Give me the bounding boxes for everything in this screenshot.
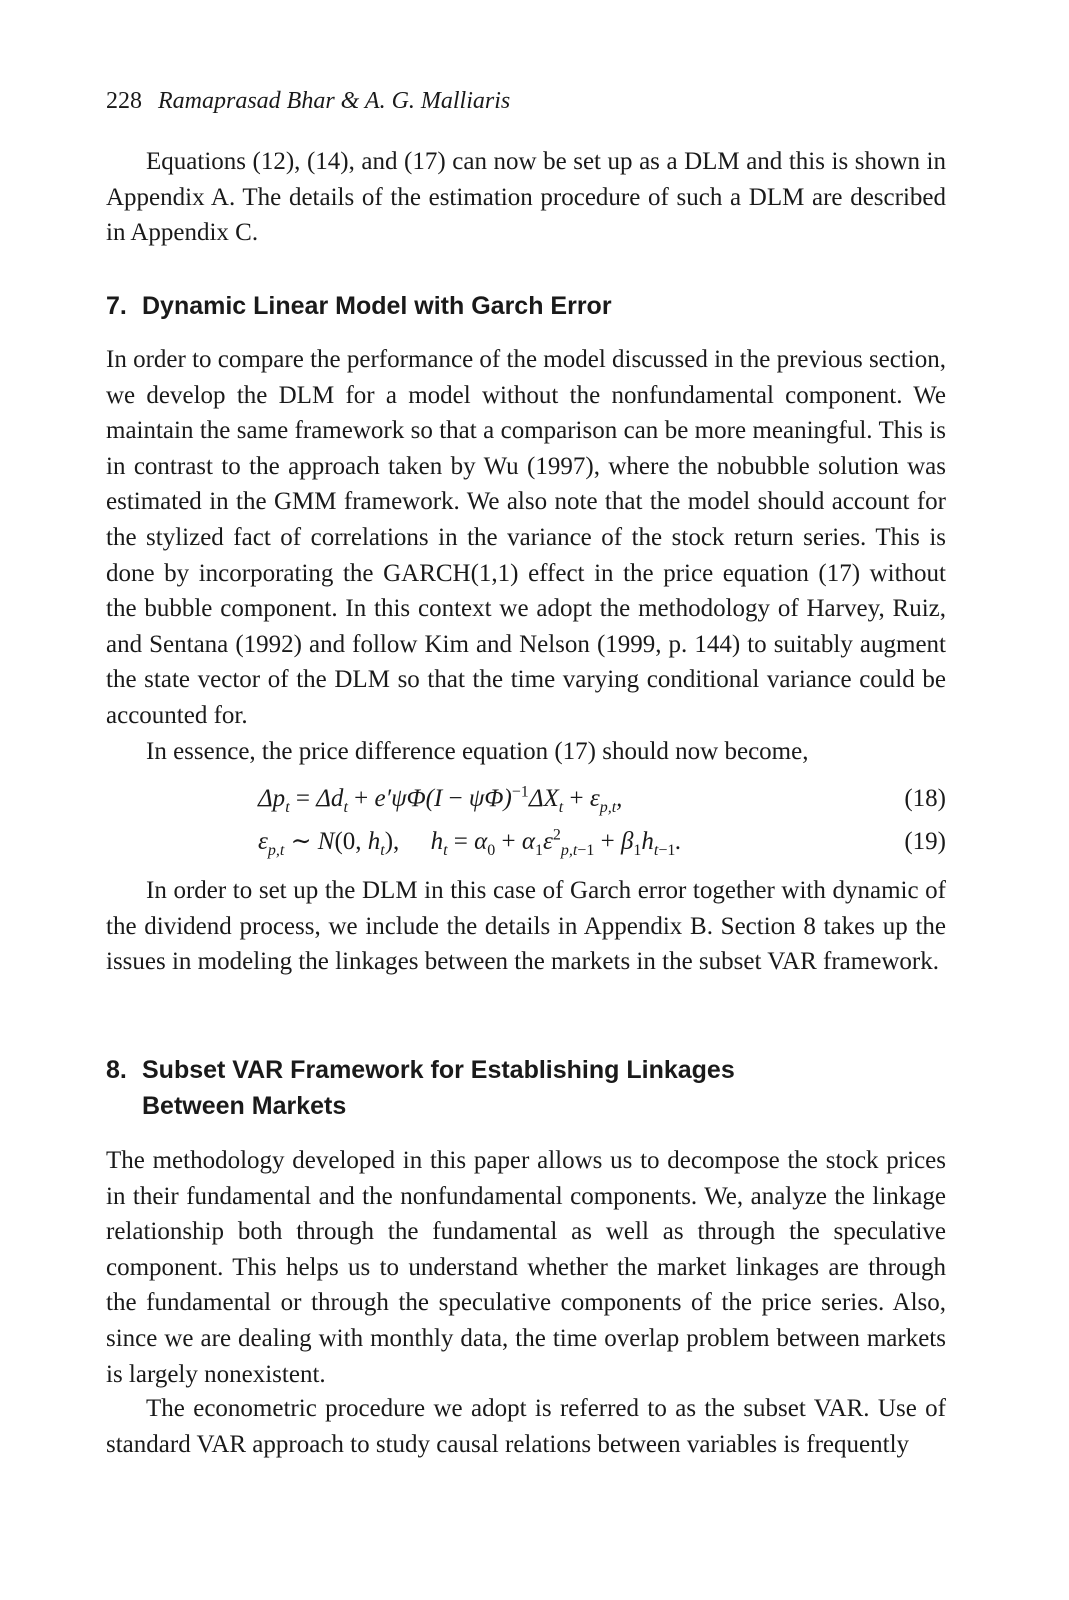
page-number: 228 bbox=[106, 88, 142, 114]
section-title: Dynamic Linear Model with Garch Error bbox=[142, 292, 612, 320]
equation-19-expression: $\varepsilon_{p,t}$ ∼ N(0, $h_t$), $h_t = \alpha_0 + \alpha_1\varepsilon^2_{p,t-1} + \beta_1h_{t-1}$. bbox=[258, 826, 682, 859]
section-number: 8. bbox=[106, 1056, 127, 1084]
section-heading-8 bbox=[106, 1052, 946, 1124]
equation-19 bbox=[106, 824, 946, 860]
equation-number: (18) bbox=[904, 785, 946, 812]
section-number: 7. bbox=[106, 292, 127, 320]
running-header-authors: Ramaprasad Bhar & A. G. Malliaris bbox=[158, 88, 511, 114]
equation-number: (19) bbox=[904, 828, 946, 855]
paragraph-essence: In essence, the price difference equation (17) should now become, bbox=[146, 738, 809, 765]
equation-18 bbox=[106, 781, 946, 817]
paragraph-section7: In order to compare the performance of the model discussed in the previous section, we develop the DLM for a model without the nonfundamental component. We maintain the same framework so that a comparison can be more meaningful. This is in contrast to the approach taken by Wu (1997), where the nobubble solution was estimated in the GMM framework. We also note that the model should account for the stylized fact of correlations in the variance of the stock return series. This is done by incorporating the GARCH(1,1) effect in the price equation (17) without the bubble component. In this context we adopt the methodology of Harvey, Ruiz, and Sentana (1992) and follow Kim and Nelson (1999, p. 144) to suitably augment the state vector of the DLM so that the time varying conditional variance could be accounted for. bbox=[106, 346, 947, 729]
paragraph-section8: The methodology developed in this paper allows us to decompose the stock prices in their fundamental and the nonfundamental components. We, analyze the linkage relationship both through the fundamental as well as through the speculative component. This helps us to understand whether the market linkages are through the fundamental or through the speculative components of the price series. Also, since we are dealing with monthly data, the time overlap problem between markets is largely nonexistent. bbox=[106, 1147, 946, 1388]
paragraph-subset-var: The econometric procedure we adopt is referred to as the subset VAR. Use of standard VAR approach to study causal relations between variables is frequently bbox=[106, 1395, 946, 1458]
running-header bbox=[106, 86, 510, 116]
section-title-line1: Subset VAR Framework for Establishing Linkages bbox=[142, 1056, 735, 1084]
section-heading-7 bbox=[106, 288, 946, 324]
equation-18-expression: $\Delta p_t = \Delta d_t + e'\psi\Phi(I - \psi\Phi)^{-1}\Delta X_t + \varepsilon_{p,t}$, bbox=[258, 783, 623, 816]
section-title-line2: Between Markets bbox=[142, 1092, 347, 1120]
paragraph-garch-dlm: In order to set up the DLM in this case of Garch error together with dynamic of the dividend process, we include the details in Appendix B. Section 8 takes up the issues in modeling the linkages between the markets in the subset VAR framework. bbox=[106, 877, 946, 976]
paragraph-intro: Equations (12), (14), and (17) can now be set up as a DLM and this is shown in Appendix A. The details of the estimation procedure of such a DLM are described in Appendix C. bbox=[106, 148, 946, 247]
